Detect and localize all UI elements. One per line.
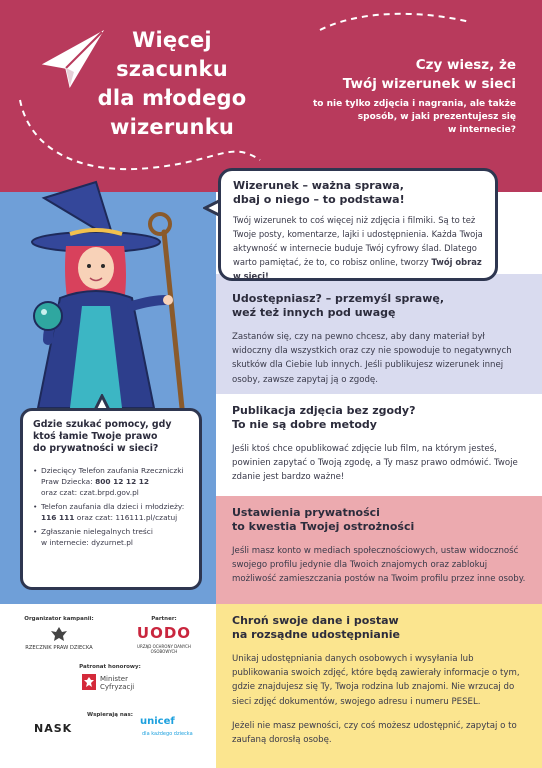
eagle-emblem-icon bbox=[82, 674, 96, 690]
subtitle-line: to nie tylko zdjęcia i nagrania, ale także bbox=[312, 99, 516, 109]
help-item bbox=[33, 526, 189, 548]
heading-line: Publikacja zdjęcia bez zgody? bbox=[232, 404, 416, 417]
question-line: Czy wiesz, że bbox=[415, 57, 516, 73]
question-line: Twój wizerunek w sieci bbox=[342, 76, 516, 92]
section-privacy-settings bbox=[216, 496, 542, 604]
section-heading bbox=[232, 404, 526, 432]
nask-logo: NASK bbox=[34, 722, 73, 735]
help-line: oraz czat: czat.brpd.gov.pl bbox=[41, 488, 139, 497]
help-item bbox=[33, 501, 189, 523]
bubble-body-text: Twój wizerunek to coś więcej niż zdjęcia i filmiki. Są to też Twoje posty, komentarze, lajki i udostępnienia. Każda Twoja aktywność w internecie buduje Twój cyfrowy ślad. Dlatego warto pamiętać, że to, co robisz online, tworzy bbox=[233, 215, 483, 267]
help-bubble bbox=[20, 408, 202, 590]
bubble-body bbox=[233, 213, 483, 283]
help-line: • Zgłaszanie nielegalnych treści bbox=[41, 527, 153, 536]
section-heading bbox=[232, 506, 526, 534]
heading-line: na rozsądne udostępnianie bbox=[232, 628, 400, 641]
unicef-sub: dla każdego dziecka bbox=[142, 731, 193, 737]
heading-line: Gdzie szukać pomocy, gdy bbox=[33, 419, 172, 430]
uodo-logo: UODO bbox=[136, 624, 192, 642]
help-line: • Dziecięcy Telefon zaufania Rzeczniczki bbox=[41, 466, 184, 475]
phone-number: 800 12 12 12 bbox=[95, 477, 150, 486]
heading-line: dbaj o niego – to podstawa! bbox=[233, 193, 405, 206]
heading-line: Chroń swoje dane i postaw bbox=[232, 614, 399, 627]
heading-line: Ustawienia prywatności bbox=[232, 506, 380, 519]
title-line: Więcej bbox=[132, 28, 212, 52]
heading-line: Wizerunek – ważna sprawa, bbox=[233, 179, 404, 192]
ministry-line: Minister bbox=[100, 675, 128, 683]
phone-number: 116 111 bbox=[41, 513, 75, 522]
ministry-name bbox=[100, 675, 134, 691]
section-extra: Jeżeli nie masz pewności, czy coś możesz udostępnić, zapytaj o to zaufaną dorosłą osobę. bbox=[232, 720, 517, 746]
section-protect-data bbox=[216, 604, 542, 768]
heading-line: To nie są dobre metody bbox=[232, 418, 377, 431]
section-heading bbox=[232, 614, 526, 642]
section-body: Jeśli masz konto w mediach społecznościowych, ustaw widoczność swojego profilu jedynie dla Twoich znajomych oraz zablokuj możliwość zamieszczania postów na Twoim profilu przez inne osoby. bbox=[232, 546, 526, 585]
patronage-label: Patronat honorowy: bbox=[79, 664, 141, 670]
help-line: w internecie: dyzurnet.pl bbox=[41, 538, 133, 547]
organizer-name: RZECZNIK PRAW DZIECKA bbox=[25, 645, 93, 651]
section-sharing bbox=[216, 274, 542, 394]
section-body: Zastanów się, czy na pewno chcesz, aby dany materiał był widoczny dla wszystkich oraz czy nie spowoduje to negatywnych skutków dla Ciebie lub innych. Jeśli publikujesz wizerunek innej osoby, zawsze zapytaj ją o zgodę. bbox=[232, 332, 512, 385]
heading-line: do prywatności w sieci? bbox=[33, 443, 159, 454]
speech-bubble-main bbox=[218, 168, 498, 281]
heading-line: weź też innych pod uwagę bbox=[232, 306, 396, 319]
ministry-line: Cyfryzacji bbox=[100, 683, 135, 691]
header-question bbox=[296, 56, 516, 137]
heading-line: Udostępniasz? – przemyśl sprawę, bbox=[232, 292, 445, 305]
subtitle bbox=[296, 98, 516, 137]
unicef-logo: unicef bbox=[140, 716, 175, 727]
bubble-heading bbox=[233, 179, 483, 207]
title-line: szacunku bbox=[116, 57, 228, 81]
heading-line: to kwestia Twojej ostrożności bbox=[232, 520, 415, 533]
help-heading bbox=[33, 419, 189, 455]
help-list bbox=[33, 465, 189, 548]
section-consent bbox=[216, 394, 542, 496]
eagle-emblem-icon bbox=[50, 626, 68, 642]
subtitle-line: w internecie? bbox=[447, 125, 516, 135]
help-line: • Telefon zaufania dla dzieci i młodzieży: bbox=[41, 502, 185, 511]
title-line: dla młodego bbox=[97, 86, 247, 110]
witch-illustration bbox=[4, 180, 214, 410]
partner-label: Partner: bbox=[151, 616, 177, 622]
main-title bbox=[82, 26, 262, 142]
bubble-body-bold: Twój obraz w sieci! bbox=[233, 257, 482, 281]
subtitle-line: sposób, w jaki prezentujesz się bbox=[357, 112, 516, 122]
help-item bbox=[33, 465, 189, 498]
help-line: Praw Dziecka: bbox=[41, 477, 93, 486]
organizer-label: Organizator kampanii: bbox=[24, 616, 94, 622]
help-line: oraz czat: 116111.pl/czatuj bbox=[76, 513, 178, 522]
section-body: Jeśli ktoś chce opublikować zdjęcie lub film, na którym jesteś, powinien zapytać o Twoją zgodę, a Ty masz prawo odmówić. Twoje zdanie jest bardzo ważne! bbox=[232, 444, 518, 483]
section-heading bbox=[232, 292, 526, 320]
section-body: Unikaj udostępniania danych osobowych i wysyłania lub publikowania swoich zdjęć, które będą zawierały informacje o tym, gdzie znajdujesz się Ty, Twoja rodzina lub znajomi. Nie wrzucaj do sieci zdjęć dokumentów, swojego adresu i numeru PESEL. bbox=[232, 654, 520, 707]
heading-line: ktoś łamie Twoje prawo bbox=[33, 431, 158, 442]
title-line: wizerunku bbox=[109, 115, 235, 139]
uodo-sub: URZĄD OCHRONY DANYCH OSOBOWYCH bbox=[137, 644, 191, 654]
support-label: Wspierają nas: bbox=[87, 712, 133, 718]
